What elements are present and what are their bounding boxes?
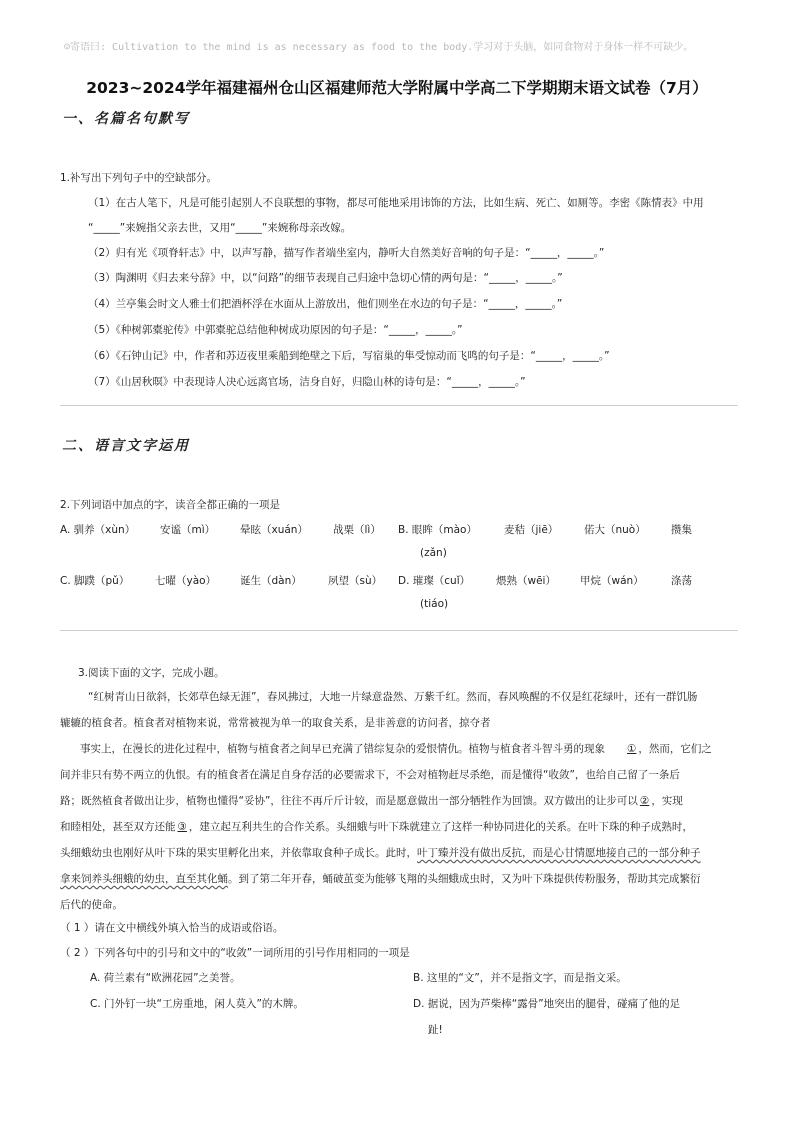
header-motto: ☺寄语曰: Cultivation to the mind is as necessary as food to the body.学习对于头脑，如同食物对于身体一样不可缺少。 xyxy=(64,42,694,53)
wavy-underlined-text: 叶丁臻并没有做出反抗，而是心甘情愿地接自己的一部分种子 xyxy=(417,847,701,859)
q2-row-d-item: 甲烷（wán） xyxy=(580,575,644,587)
q1-item-2: （2）归有光《项脊轩志》中，以声写静，描写作者端坐室内，静听大自然美好音响的句子是：“_____，_____。” xyxy=(88,247,605,259)
section-heading-1: 一、名篇名句默写 xyxy=(62,111,190,127)
passage-line xyxy=(60,840,740,866)
q2-row-a-item: 晕眩（xuán） xyxy=(240,524,308,536)
option-d-cont: 趾! xyxy=(428,1024,443,1036)
q1-item-3: （3）陶渊明《归去来兮辞》中，以“问路”的细节表现自己归途中急切心情的两句是：“_____，_____。” xyxy=(88,272,563,284)
q1-item-6: （6）《石钟山记》中，作者和苏迈夜里乘船到绝壁之下后，写宿巢的隼受惊动而飞鸣的句子是：“_____，_____。” xyxy=(88,350,610,362)
wavy-underlined-text: 拿来饲养头细蛾的幼虫，直至其化蛹 xyxy=(60,873,228,885)
option-d[interactable]: D. 据说，因为芦柴棒“露骨”地突出的腿骨，碰痛了他的足 xyxy=(413,998,681,1010)
passage-text: ，然而，它们之 xyxy=(638,743,712,755)
passage-text: ，建立起互利共生的合作关系。头细蛾与叶下珠就建立了这样一种协同进化的关系。在叶下珠的种子成熟时， xyxy=(188,821,693,833)
q2-row-c-item: 诞生（dàn） xyxy=(240,575,302,587)
q2-row-b-item: 攒集 xyxy=(671,524,692,536)
section-heading-2: 二、语言文字运用 xyxy=(62,438,190,454)
passage-line xyxy=(60,814,740,840)
passage-text: 。到了第二年开春，蛹破茧变为能够飞翔的头细蛾成虫时，又为叶下珠提供传粉服务，帮助其完成繁衍 xyxy=(228,873,701,885)
question-2-stem: 2.下列词语中加点的字，读音全都正确的一项是 xyxy=(60,499,281,511)
exam-title: 2023~2024学年福建福州仓山区福建师范大学附属中学高二下学期期末语文试卷（7月） xyxy=(86,79,708,97)
passage-line: 辘辘的植食者。植食者对植物来说，常常被视为单一的取食关系，是非善意的访问者，掠夺者 xyxy=(60,717,491,729)
q2-row-b-item: 麦秸（jiē） xyxy=(504,524,559,536)
passage-text: 路；既然植食者做出让步，植物也懂得“妥协”，往往不再斤斤计较，而是愿意做出一部分牺牲作为回馈。双方做出的让步可以 xyxy=(60,795,638,807)
option-b[interactable]: B. 这里的“文”，并不是指文字，而是指文采。 xyxy=(413,972,627,984)
q2-row-c-item: 夙望（sù） xyxy=(328,575,383,587)
option-a[interactable]: A. 荷兰素有“欧洲花园”之美誉。 xyxy=(90,972,241,984)
q3-subquestion-2: （ 2 ）下列各句中的引号和文中的“收敛”一词所用的引号作用相同的一项是 xyxy=(60,947,410,959)
q3-subquestion-1: （ 1 ）请在文中横线外填入恰当的成语或俗语。 xyxy=(60,922,284,934)
blank-marker-2[interactable]: ② xyxy=(639,795,650,807)
blank-marker-1[interactable]: ① xyxy=(627,743,637,755)
q1-item-1-cont: “_____”来婉指父亲去世，又用“_____”来婉称母亲改嫁。 xyxy=(88,222,352,234)
q2-row-c-item: C. 脚蹼（pǔ） xyxy=(60,575,130,587)
q2-row-c-item: 七曜（yào） xyxy=(155,575,217,587)
q2-row-a-item: 安谧（mì） xyxy=(160,524,216,536)
q1-item-4: （4）兰亭集会时文人雅士们把酒杯浮在水面从上游放出，他们则坐在水边的句子是：“_____，_____。” xyxy=(88,298,563,310)
q2-row-b-item: B. 眼眸（mào） xyxy=(398,524,477,536)
passage-text: 头细蛾幼虫也刚好从叶下珠的果实里孵化出来，并依靠取食种子成长。此时， xyxy=(60,847,417,859)
passage-text: ，实现 xyxy=(651,795,683,807)
q2-row-d-item: 煨熟（wēi） xyxy=(496,575,556,587)
question-3-stem: 3.阅读下面的文字，完成小题。 xyxy=(78,667,225,679)
q2-row-d-item: 涤荡 xyxy=(671,575,692,587)
q2-row-a-item: A. 驯养（xùn） xyxy=(60,524,136,536)
passage-line: “红树青山日欲斜，长郊草色绿无涯”，春风拂过，大地一片绿意盎然、万紫千红。然而，春风唤醒的不仅是红花绿叶，还有一群饥肠 xyxy=(88,691,698,703)
question-1-stem: 1.补写出下列句子中的空缺部分。 xyxy=(60,172,218,184)
q2-row-a-item: 战栗（lì） xyxy=(333,524,381,536)
q1-item-5: （5）《种树郭橐驼传》中郭橐驼总结他种树成功原因的句子是：“_____，_____。” xyxy=(88,324,463,336)
passage-line: 后代的使命。 xyxy=(60,899,123,911)
q2-row-b-item: 偌大（nuò） xyxy=(584,524,646,536)
passage xyxy=(60,684,740,918)
passage-line xyxy=(60,736,740,762)
divider xyxy=(60,630,738,631)
q2-row-b-pinyin: (zǎn) xyxy=(420,547,447,559)
q2-row-d-pinyin: (tiáo) xyxy=(420,598,449,610)
passage-text: 事实上，在漫长的进化过程中，植物与植食者之间早已充满了错综复杂的爱恨情仇。植物与植食者斗智斗勇的现象 xyxy=(80,743,605,755)
q2-row-d-item: D. 璀璨（cuǐ） xyxy=(398,575,471,587)
passage-line xyxy=(60,866,740,892)
blank-marker-3[interactable]: ③ xyxy=(177,821,187,833)
q1-item-1: （1）在古人笔下，凡是可能引起别人不良联想的事物，都尽可能地采用讳饰的方法，比如生病、死亡、如厕等。李密《陈情表》中用 xyxy=(88,197,704,209)
passage-text: 和睦相处，甚至双方还能 xyxy=(60,821,176,833)
divider xyxy=(60,405,738,406)
option-c[interactable]: C. 门外钉一块“工房重地，闲人莫入”的木牌。 xyxy=(90,998,304,1010)
passage-line: 间并非只有势不两立的仇恨。有的植食者在满足自身存活的必要需求下，不会对植物赶尽杀绝，而是懂得“收敛”，也给自己留了一条后 xyxy=(60,769,680,781)
q1-item-7: （7）《山居秋暝》中表现诗人决心远离官场，洁身自好，归隐山林的诗句是：“_____，_____。” xyxy=(88,376,526,388)
passage-line xyxy=(60,788,740,814)
